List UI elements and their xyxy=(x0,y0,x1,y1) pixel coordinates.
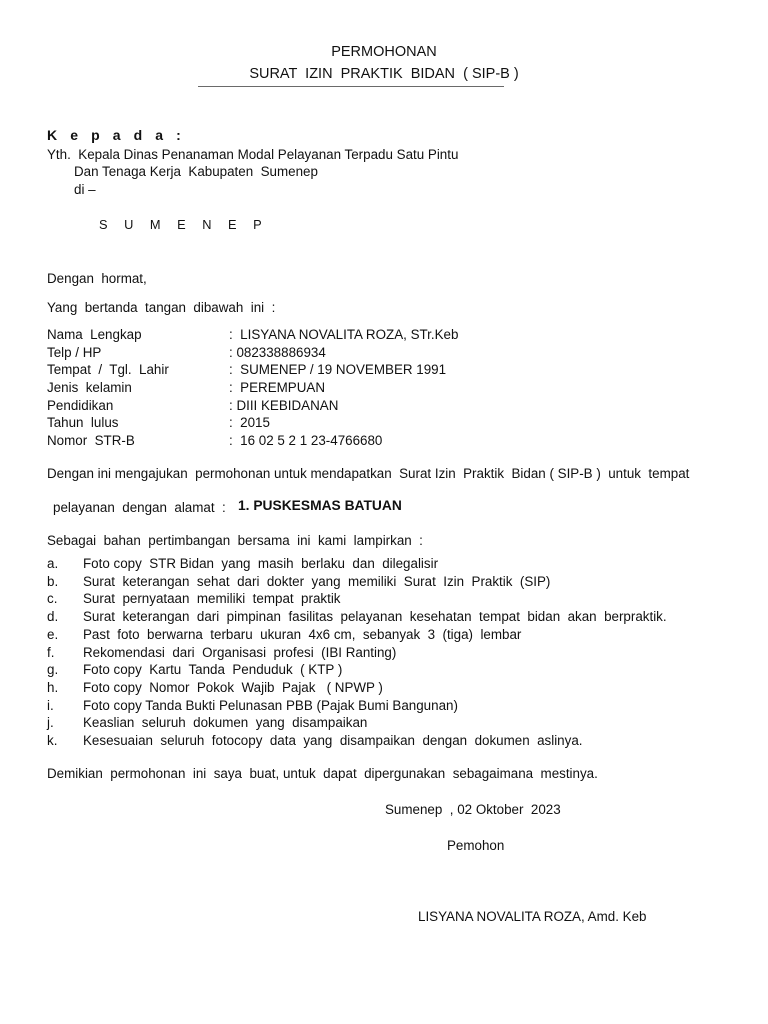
list-item-letter: e. xyxy=(47,627,59,642)
field-value: : 082338886934 xyxy=(229,345,326,360)
title-underline xyxy=(198,86,504,87)
list-item: Kesesuaian seluruh fotocopy data yang disampaikan dengan dokumen aslinya. xyxy=(83,733,583,748)
list-item: Surat keterangan sehat dari dokter yang memiliki Surat Izin Praktik (SIP) xyxy=(83,574,551,589)
addressee-heading: K e p a d a : xyxy=(47,127,186,143)
field-value: : 2015 xyxy=(229,415,270,430)
list-item-letter: b. xyxy=(47,574,59,589)
intro-text: Yang bertanda tangan dibawah ini : xyxy=(47,300,276,315)
field-value: : 16 02 5 2 1 23-4766680 xyxy=(229,433,383,448)
field-label: Nomor STR-B xyxy=(47,433,135,448)
attachments-intro: Sebagai bahan pertimbangan bersama ini kami lampirkan : xyxy=(47,533,423,548)
list-item: Foto copy Kartu Tanda Penduduk ( KTP ) xyxy=(83,662,343,677)
request-address-label: pelayanan dengan alamat : xyxy=(53,500,226,515)
list-item: Foto copy Nomor Pokok Wajib Pajak ( NPWP ) xyxy=(83,680,383,695)
salutation: Dengan hormat, xyxy=(47,271,147,286)
field-label: Tempat / Tgl. Lahir xyxy=(47,362,169,377)
list-item-letter: f. xyxy=(47,645,55,660)
addressee-line: di – xyxy=(74,182,96,197)
field-label: Tahun lulus xyxy=(47,415,119,430)
list-item: Keaslian seluruh dokumen yang disampaikan xyxy=(83,715,368,730)
list-item: Foto copy Tanda Bukti Pelunasan PBB (Pajak Bumi Bangunan) xyxy=(83,698,458,713)
field-value: : LISYANA NOVALITA ROZA, STr.Keb xyxy=(229,327,459,342)
document-subtitle: SURAT IZIN PRAKTIK BIDAN ( SIP-B ) xyxy=(249,66,519,82)
list-item-letter: k. xyxy=(47,733,58,748)
list-item-letter: h. xyxy=(47,680,59,695)
list-item: Surat pernyataan memiliki tempat praktik xyxy=(83,591,341,606)
list-item-letter: g. xyxy=(47,662,59,677)
field-label: Jenis kelamin xyxy=(47,380,132,395)
field-value: : SUMENEP / 19 NOVEMBER 1991 xyxy=(229,362,447,377)
list-item: Rekomendasi dari Organisasi profesi (IBI Ranting) xyxy=(83,645,397,660)
addressee-line: Yth. Kepala Dinas Penanaman Modal Pelayanan Terpadu Satu Pintu xyxy=(47,147,459,162)
signature-name: LISYANA NOVALITA ROZA, Amd. Keb xyxy=(418,909,647,924)
list-item-letter: i. xyxy=(47,698,54,713)
list-item: Surat keterangan dari pimpinan fasilitas pelayanan kesehatan tempat bidan akan berpraktik. xyxy=(83,609,667,624)
list-item-letter: d. xyxy=(47,609,59,624)
list-item: Foto copy STR Bidan yang masih berlaku dan dilegalisir xyxy=(83,556,439,571)
field-value: : PEREMPUAN xyxy=(229,380,325,395)
field-label: Pendidikan xyxy=(47,398,114,413)
document-title: PERMOHONAN xyxy=(331,44,437,60)
list-item-letter: j. xyxy=(47,715,54,730)
addressee-city: S U M E N E P xyxy=(99,217,269,232)
list-item-letter: c. xyxy=(47,591,58,606)
signature-place-date: Sumenep , 02 Oktober 2023 xyxy=(385,802,561,817)
field-value: : DIII KEBIDANAN xyxy=(229,398,339,413)
closing-text: Demikian permohonan ini saya buat, untuk dapat dipergunakan sebagaimana mestinya. xyxy=(47,766,598,781)
addressee-line: Dan Tenaga Kerja Kabupaten Sumenep xyxy=(74,164,318,179)
signature-role: Pemohon xyxy=(447,838,505,853)
practice-location: 1. PUSKESMAS BATUAN xyxy=(238,498,402,513)
field-label: Nama Lengkap xyxy=(47,327,142,342)
request-text: Dengan ini mengajukan permohonan untuk mendapatkan Surat Izin Praktik Bidan ( SIP-B ) untuk tempat xyxy=(47,466,690,481)
field-label: Telp / HP xyxy=(47,345,102,360)
list-item: Past foto berwarna terbaru ukuran 4x6 cm, sebanyak 3 (tiga) lembar xyxy=(83,627,522,642)
list-item-letter: a. xyxy=(47,556,59,571)
